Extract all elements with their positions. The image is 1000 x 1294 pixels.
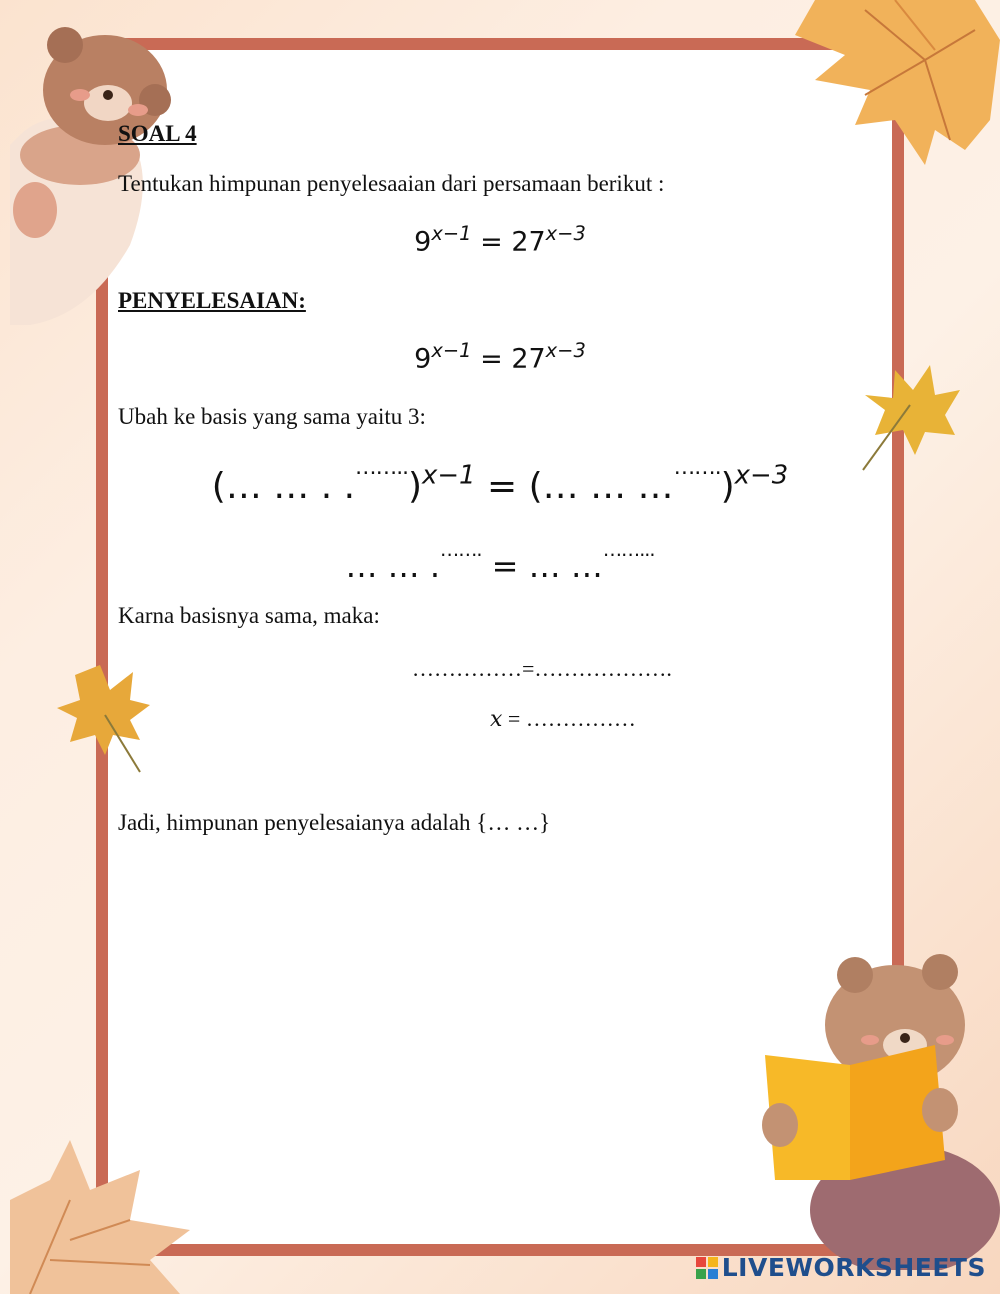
question-heading: SOAL 4: [118, 121, 197, 146]
solution-exp-right: x−3: [545, 339, 586, 362]
step-basis-text: Ubah ke basis yang sama yaitu 3:: [118, 404, 426, 429]
conclusion-text[interactable]: Jadi, himpunan penyelesaianya adalah {… …}: [118, 810, 551, 835]
blank2-right[interactable]: … …: [528, 547, 603, 586]
solution-equals: =: [480, 343, 503, 375]
solution-base-right: 27: [511, 343, 546, 375]
solution-base-left: 9: [414, 343, 432, 375]
blank-close-right: ): [720, 465, 735, 507]
solution-exp-left: x−1: [431, 339, 472, 362]
blank-equation-1: [0, 455, 1000, 507]
answer-value-blank[interactable]: = ……………: [507, 706, 636, 731]
step-same-base-text: Karna basisnya sama, maka:: [118, 603, 380, 628]
equation-exp-right: x−3: [545, 222, 586, 245]
equation-base-left: 9: [414, 226, 432, 258]
equation-base-right: 27: [511, 226, 546, 258]
blank-exp-right: x−3: [734, 460, 789, 491]
blank-dots-left[interactable]: ……..: [355, 455, 408, 480]
blank2-right-exp[interactable]: ……...: [602, 538, 655, 561]
blank-equation-2: [0, 538, 1000, 585]
liveworksheets-label: LIVEWORKSHEETS: [721, 1253, 986, 1282]
blank-dots-right[interactable]: …….: [673, 455, 721, 480]
blank-open-left[interactable]: (… … . .: [211, 465, 356, 507]
instruction-text: Tentukan himpunan penyelesaaian dari persamaan berikut :: [118, 171, 665, 196]
answer-variable: x: [490, 707, 503, 732]
blank2-equals: =: [491, 547, 519, 586]
blank2-left-exp[interactable]: …….: [440, 538, 482, 561]
blank-equals-1: =: [487, 465, 518, 507]
solution-equation: [0, 339, 1000, 375]
equation-equals: =: [480, 226, 503, 258]
liveworksheets-logo-icon: [696, 1257, 718, 1279]
question-equation: [0, 222, 1000, 258]
answer-line-1[interactable]: ……………=……………….: [412, 656, 672, 681]
blank-close-left: ): [407, 465, 423, 507]
solution-heading: PENYELESAIAN:: [118, 288, 306, 313]
liveworksheets-logo: [696, 1253, 986, 1282]
blank2-left[interactable]: … … .: [345, 547, 440, 586]
equation-exp-left: x−1: [431, 222, 472, 245]
blank-open-right[interactable]: (… … …: [528, 465, 674, 507]
answer-line-2: [490, 706, 636, 732]
blank-exp-left: x−1: [422, 460, 476, 491]
